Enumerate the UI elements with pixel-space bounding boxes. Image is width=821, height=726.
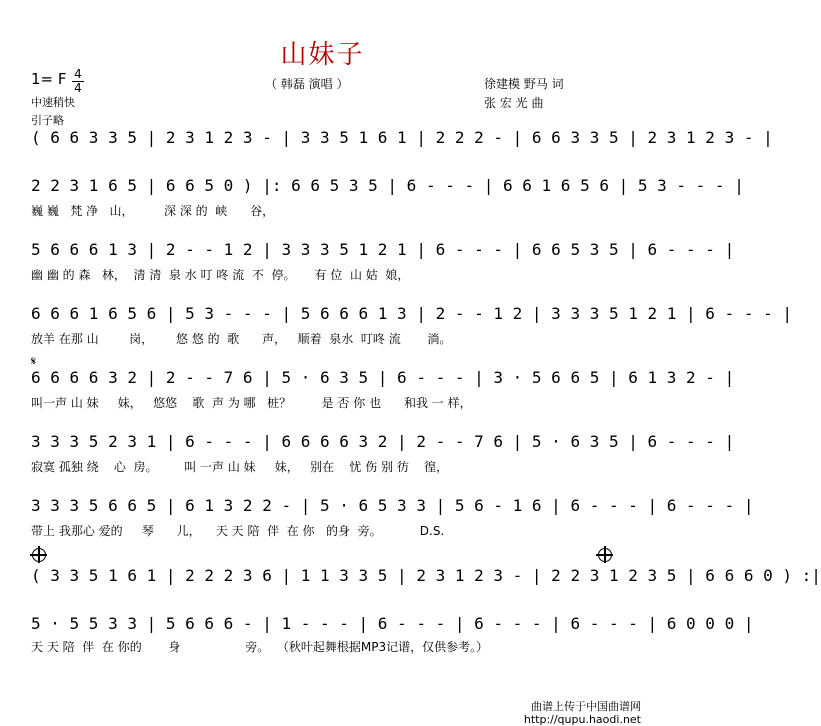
notation-row-5: 6 6 6 6 3 2 | 2 - - 7 6 | 5 · 6 3 5 | 6 - - - | 3 · 5 6 6 5 | 6 1 3 2 - | — [31, 368, 735, 387]
song-title: 山妹子 — [280, 40, 365, 70]
lyrics-row-3: 幽 幽 的 森 林， 清 清 泉 水 叮 咚 流 不 停。 有 位 山 姑 娘， — [31, 268, 410, 282]
watermark-line-1: 曲谱上传于中国曲谱网 — [531, 700, 641, 713]
intro-note: 引子略 — [31, 114, 64, 127]
notation-row-7: 3 3 3 5 6 6 5 | 6 1 3 2 2 - | 5 · 6 5 3 3 | 5 6 - 1 6 | 6 - - - | 6 - - - | — [31, 496, 754, 515]
coda-sign-right — [598, 548, 612, 562]
time-signature-bottom: 4 — [74, 81, 82, 95]
site-watermark — [524, 700, 641, 726]
notation-row-8: ( 3 3 5 1 6 1 | 2 2 2 3 6 | 1 1 3 3 5 | 2 3 1 2 3 - | 2 2 3 1 2 3 5 | 6 6 6 0 ) :| — [31, 566, 821, 585]
lyricist-credit: 徐建模 野马 词 — [484, 77, 564, 91]
lyrics-row-6: 寂寞 孤独 绕 心 房。 叫 一声 山 妹 妹， 别在 忧 伤 别 彷 徨， — [31, 460, 449, 474]
notation-row-4: 6 6 6 1 6 5 6 | 5 3 - - - | 5 6 6 6 1 3 | 2 - - 1 2 | 3 3 3 5 1 2 1 | 6 - - - | — [31, 304, 792, 323]
segno-sign: 𝄋 — [31, 354, 37, 368]
lyrics-row-2: 巍 巍 梵 净 山， 深 深 的 峡 谷， — [31, 204, 275, 218]
time-signature-top: 4 — [74, 67, 82, 81]
notation-row-2: 2 2 3 1 6 5 | 6 6 5 0 ) |: 6 6 5 3 5 | 6 - - - | 6 6 1 6 5 6 | 5 3 - - - | — [31, 176, 744, 195]
notation-row-6: 3 3 3 5 2 3 1 | 6 - - - | 6 6 6 6 3 2 | 2 - - 7 6 | 5 · 6 3 5 | 6 - - - | — [31, 432, 735, 451]
time-signature — [72, 69, 84, 94]
notation-row-3: 5 6 6 6 1 3 | 2 - - 1 2 | 3 3 3 5 1 2 1 | 6 - - - | 6 6 5 3 5 | 6 - - - | — [31, 240, 735, 259]
watermark-line-2: http://qupu.haodi.net — [523, 713, 641, 726]
singer-credit: （ 韩磊 演唱 ） — [265, 77, 349, 91]
notation-row-1: ( 6 6 3 3 5 | 2 3 1 2 3 - | 3 3 5 1 6 1 | 2 2 2 - | 6 6 3 3 5 | 2 3 1 2 3 - | — [31, 128, 773, 147]
tempo-marking: 中速稍快 — [31, 96, 75, 109]
composer-credit: 张 宏 光 曲 — [484, 96, 544, 110]
lyrics-row-9: 天 天 陪 伴 在 你的 身 旁。 （秋叶起舞根据MP3记谱，仅供参考。） — [31, 640, 489, 654]
lyrics-row-5: 叫一声 山 妹 妹， 悠悠 歌 声 为 哪 桩？ 是 否 你 也 和我 一 样， — [31, 396, 472, 410]
coda-sign-left — [32, 548, 46, 562]
lyrics-row-7: 带上 我那心 爱的 琴 儿， 天 天 陪 伴 在 你 的身 旁。 D.S. — [31, 524, 445, 538]
lyrics-row-4: 放羊 在那 山 岗， 悠 悠 的 歌 声， 顺着 泉水 叮咚 流 淌。 — [31, 332, 452, 346]
notation-row-9: 5 · 5 5 3 3 | 5 6 6 6 - | 1 - - - | 6 - - - | 6 - - - | 6 - - - | 6 0 0 0 | — [31, 614, 754, 633]
key-signature: 1= F — [31, 70, 67, 88]
